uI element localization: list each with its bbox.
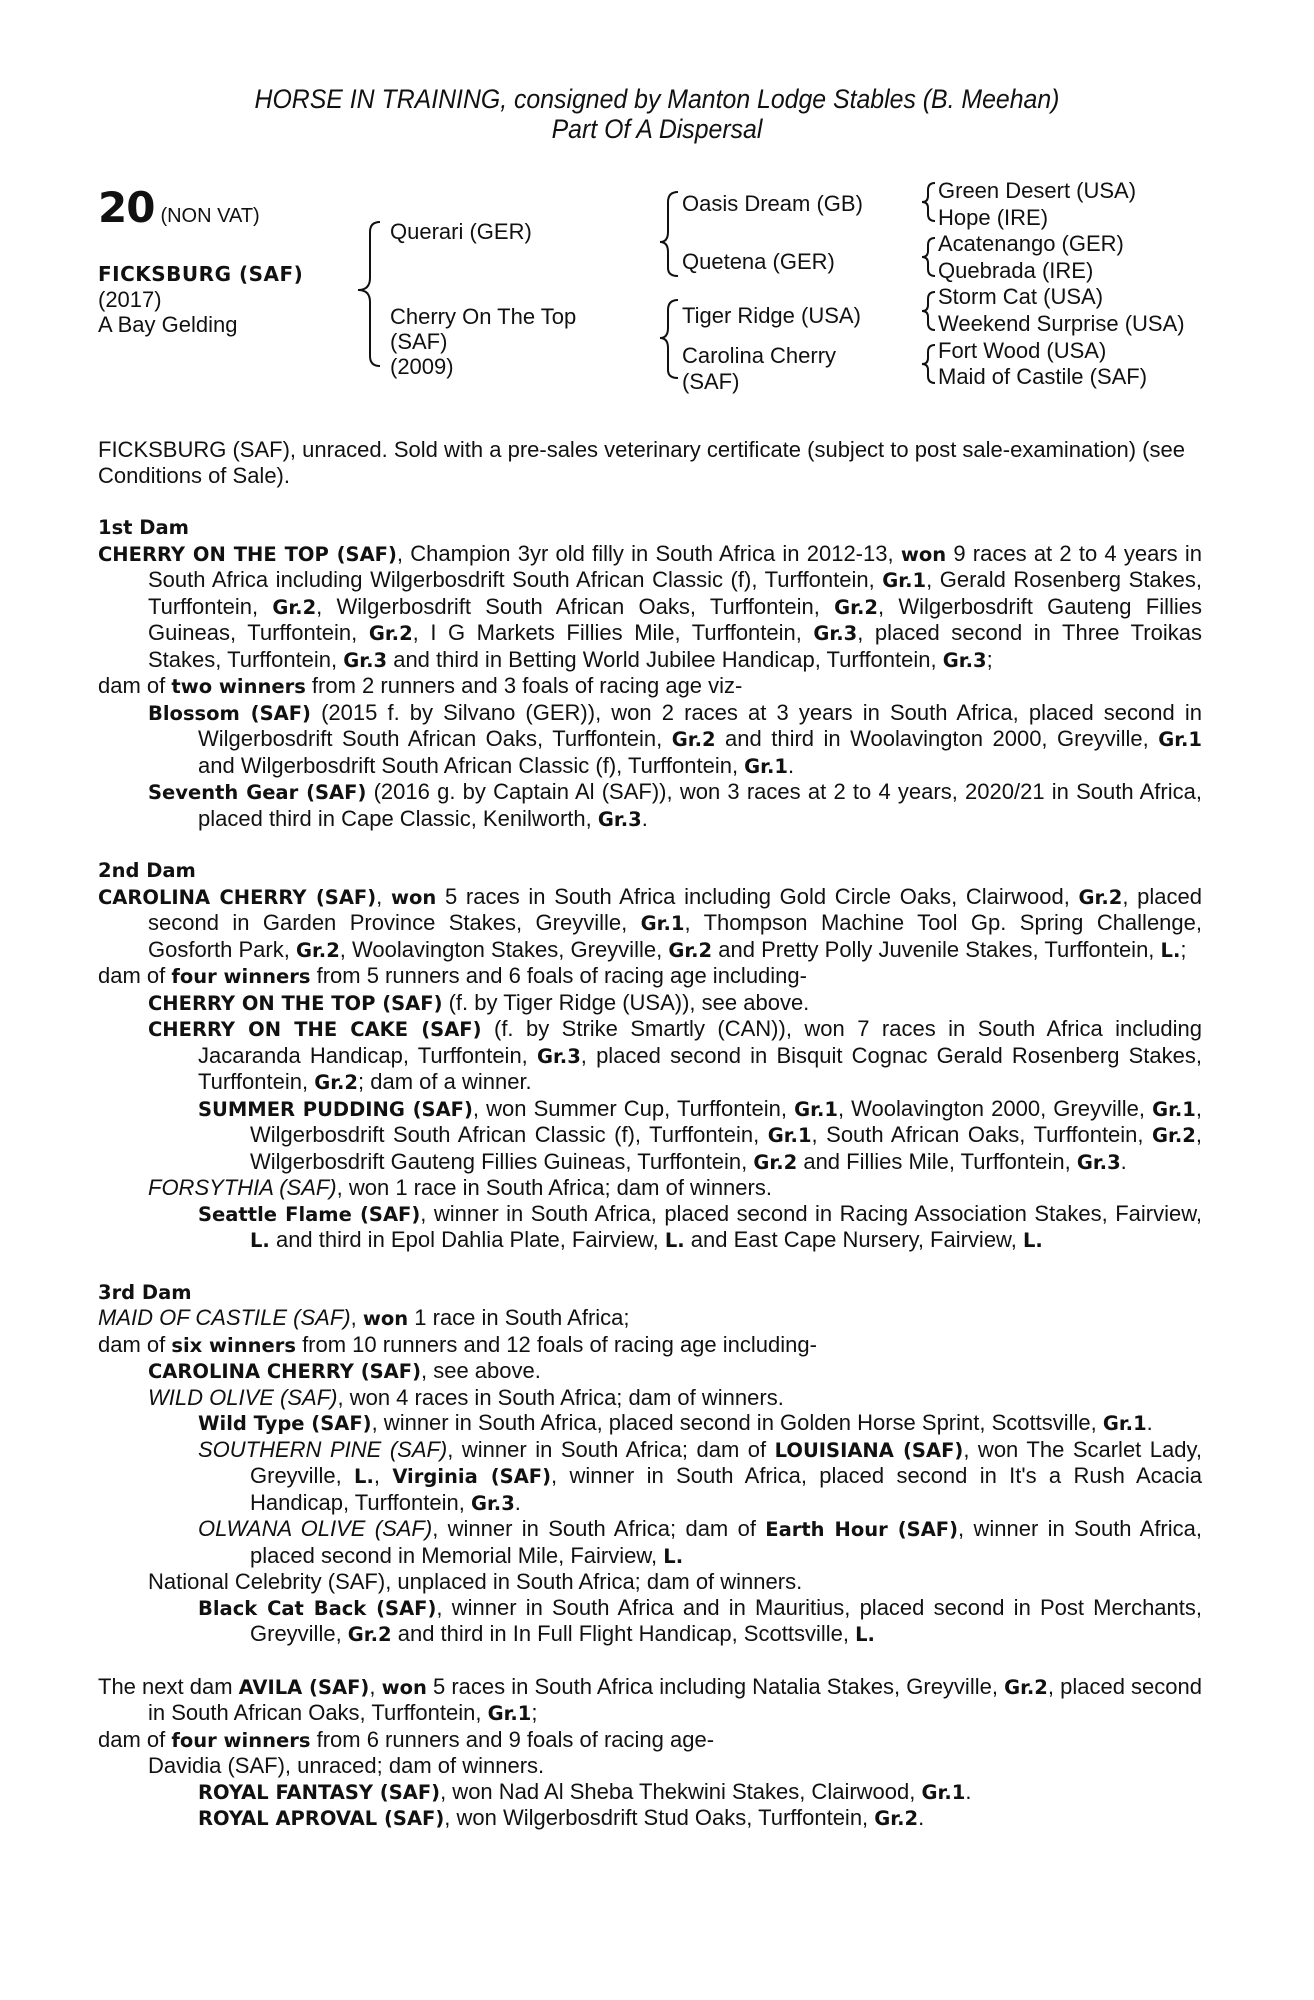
text-run: from 10 runners and 12 foals of racing age including- <box>295 1331 817 1357</box>
pedigree-dam-year: (2009) <box>390 354 454 379</box>
text-run: and Wilgerbosdrift South African Classic (f), Turffontein, <box>198 752 745 778</box>
bold-text: L. <box>1160 938 1181 962</box>
text-run: , Wilgerbosdrift South African Oaks, Turffontein, <box>316 593 835 619</box>
pedigree-paragraph <box>98 1410 1202 1437</box>
bold-text: Gr.1 <box>1158 728 1203 751</box>
bold-text: Gr.2 <box>753 1150 798 1174</box>
text-run: , I G Markets Fillies Mile, Turffontein, <box>412 620 814 645</box>
bold-text: Gr.1 <box>487 1702 532 1725</box>
text-run: , winner in South Africa; dam of <box>447 1436 775 1462</box>
bold-text: Gr.1 <box>767 1124 812 1147</box>
bold-text: CHERRY ON THE TOP (SAF) <box>98 542 397 566</box>
bold-text: Gr.2 <box>295 938 340 962</box>
text-run: , won 4 races in South Africa; dam of winners. <box>337 1384 784 1410</box>
text-run: (f. by Strike Smartly (CAN)), won 7 races in South Africa including Jacaranda Handicap, Turffontein, <box>198 1016 1202 1068</box>
bold-text: CHERRY ON THE TOP (SAF) <box>148 991 443 1015</box>
bold-text: ROYAL APROVAL (SAF) <box>198 1807 445 1830</box>
brace-gen3-2 <box>922 238 935 276</box>
bold-text: Gr.2 <box>1004 1675 1048 1699</box>
bold-text: Gr.3 <box>470 1491 515 1515</box>
text-run: and third in Woolavington 2000, Greyville, <box>715 726 1159 751</box>
bold-text: Gr.2 <box>834 595 878 619</box>
text-run: , <box>376 883 391 909</box>
text-run: . <box>1120 1148 1127 1174</box>
pedigree-paragraph <box>98 700 1202 780</box>
text-run: and third in Betting World Jubilee Handicap, Turffontein, <box>387 646 943 672</box>
text-run: , South African Oaks, Turffontein, <box>811 1122 1153 1147</box>
text-run: , see above. <box>420 1358 541 1383</box>
pedigree-paragraph <box>98 779 1202 832</box>
pedigree-dam <box>390 304 576 379</box>
text-run: , Wilgerbosdrift Gauteng Fillies Guineas, Turffontein, <box>148 593 1202 645</box>
bold-text: Earth Hour (SAF) <box>765 1518 959 1541</box>
dam-section <box>98 1254 1202 1648</box>
pedigree-sire-sire: Oasis Dream (GB) <box>682 191 863 216</box>
header-title: HORSE IN TRAINING, consigned by Manton Lodge Stables (B. Meehan) <box>254 84 1060 114</box>
bold-text: four winners <box>171 1728 311 1752</box>
pedigree-paragraph <box>98 1569 1202 1595</box>
pedigree-gen3-ancestor: Weekend Surprise (USA) <box>938 310 1185 336</box>
section-gap <box>98 832 1202 858</box>
pedigree-paragraph <box>98 541 1202 674</box>
bold-text: Gr.1 <box>882 569 927 592</box>
text-run: and third in In Full Flight Handicap, Scottsville, <box>391 1621 856 1646</box>
brace-gen3-3 <box>922 292 935 330</box>
dam-section <box>98 832 1202 1254</box>
section-heading: 1st Dam <box>98 516 189 539</box>
text-run: dam of <box>98 1726 172 1752</box>
bold-text: Gr.1 <box>1102 1412 1147 1435</box>
text-run: . <box>1146 1410 1153 1435</box>
text-run: 5 races in South Africa including Gold Circle Oaks, Clairwood, <box>436 883 1079 909</box>
text-run: Davidia (SAF), unraced; dam of winners. <box>148 1753 545 1778</box>
text-run: from 6 runners and 9 foals of racing age- <box>310 1726 715 1752</box>
italic-text: SOUTHERN PINE (SAF) <box>198 1436 448 1462</box>
bold-text: Gr.1 <box>744 754 788 778</box>
pedigree-gen3-ancestor: Acatenango (GER) <box>938 231 1124 257</box>
pedigree-paragraph <box>98 1358 1202 1385</box>
pedigree-dam-dam <box>682 343 836 395</box>
bold-text: L. <box>354 1465 374 1488</box>
pedigree-paragraph <box>98 963 1202 990</box>
pedigree-sire-dam: Quetena (GER) <box>682 249 835 274</box>
pedigree-gen3-ancestor: Storm Cat (USA) <box>938 284 1104 310</box>
pedigree-dam-sire: Tiger Ridge (USA) <box>682 303 861 328</box>
text-run: , Wilgerbosdrift South African Classic (f), Turffontein, <box>250 1095 1203 1147</box>
pedigree-dam-country: (SAF) <box>390 329 448 354</box>
text-run: (2015 f. by Silvano (GER)), won 2 races at 3 years in South Africa, placed second in Wilgerbosdrift South African Oaks, Turffontein, <box>198 699 1202 751</box>
text-run: ; <box>986 646 993 672</box>
bold-text: Gr.2 <box>668 938 713 962</box>
text-run: dam of <box>98 673 172 698</box>
text-run: , <box>350 1305 363 1330</box>
text-run: and Fillies Mile, Turffontein, <box>797 1148 1077 1174</box>
text-run: , Woolavington 2000, Greyville, <box>837 1095 1153 1121</box>
pedigree-paragraph <box>98 1016 1202 1096</box>
pedigree-dam-dam-name: Carolina Cherry <box>682 343 837 368</box>
bold-text: Gr.3 <box>1076 1150 1121 1174</box>
bold-text: won <box>381 1675 427 1699</box>
pedigree-gen3-ancestor: Quebrada (IRE) <box>938 257 1094 283</box>
header-subtitle: Part Of A Dispersal <box>551 114 763 144</box>
text-run: 9 races at 2 to 4 years in South Africa including Wilgerbosdrift South African Classic (f), Turffontein, <box>148 540 1202 592</box>
text-run: and East Cape Nursery, Fairview, <box>684 1227 1023 1252</box>
text-run: , placed second in Garden Province Stakes, Greyville, <box>148 883 1202 935</box>
brace-gen3-4 <box>922 345 935 383</box>
horse-name: FICKSBURG (SAF) <box>98 262 304 286</box>
bold-text: Gr.3 <box>536 1044 581 1068</box>
bold-text: Gr.2 <box>272 595 317 619</box>
bold-text: won <box>390 885 437 909</box>
vat-status: (NON VAT) <box>160 205 260 227</box>
text-run: 1 race in South Africa; <box>408 1305 630 1330</box>
pedigree-paragraph <box>98 1595 1202 1648</box>
bold-text: Gr.3 <box>343 648 388 672</box>
text-run: , Champion 3yr old filly in South Africa in 2012-13, <box>396 540 901 566</box>
bold-text: CHERRY ON THE CAKE (SAF) <box>148 1018 482 1041</box>
text-run: . <box>641 805 648 831</box>
pedigree-paragraph <box>98 1201 1202 1254</box>
italic-text: MAID OF CASTILE (SAF) <box>98 1305 351 1330</box>
pedigree-sire: Querari (GER) <box>390 219 532 244</box>
bold-text: Virginia (SAF) <box>392 1465 552 1488</box>
text-run: . <box>918 1805 925 1830</box>
pedigree-paragraph <box>98 1779 1202 1806</box>
bold-text: CAROLINA CHERRY (SAF) <box>98 885 377 909</box>
text-run: , winner in South Africa and in Mauritius, placed second in Post Merchants, Greyville, <box>250 1594 1202 1646</box>
bold-text: Gr.2 <box>874 1807 919 1830</box>
bold-text: Gr.2 <box>671 728 716 751</box>
text-run: 5 races in South Africa including Natalia Stakes, Greyville, <box>426 1673 1005 1699</box>
text-run: , Gerald Rosenberg Stakes, Turffontein, <box>148 567 1202 619</box>
text-run: , won Wilgerbosdrift Stud Oaks, Turffontein, <box>444 1805 875 1830</box>
section-heading: 2nd Dam <box>98 859 196 882</box>
text-run: . <box>788 752 795 778</box>
text-run: , winner in South Africa, placed second in Memorial Mile, Fairview, <box>250 1516 1202 1568</box>
text-run: ; dam of a winner. <box>358 1069 532 1094</box>
pedigree-dam-name: Cherry On The Top <box>390 304 577 329</box>
pedigree-paragraph <box>98 1437 1202 1517</box>
section-gap <box>98 1254 1202 1280</box>
bold-text: Wild Type (SAF) <box>198 1412 372 1435</box>
text-run: (f. by Tiger Ridge (USA)), see above. <box>442 989 810 1015</box>
pedigree-paragraph <box>98 1753 1202 1779</box>
bold-text: won <box>900 542 947 566</box>
brace-gen2-sire <box>660 192 678 276</box>
text-run: , placed second in Three Troikas Stakes, Turffontein, <box>148 620 1202 672</box>
bold-text: Gr.2 <box>1152 1124 1196 1147</box>
bold-text: LOUISIANA (SAF) <box>774 1438 964 1462</box>
bold-text: Gr.1 <box>1152 1097 1196 1121</box>
section-gap <box>98 1648 1202 1674</box>
bold-text: Gr.1 <box>921 1780 966 1804</box>
bold-text: Gr.2 <box>347 1623 392 1646</box>
bold-text: Seattle Flame (SAF) <box>198 1202 421 1226</box>
bold-text: L. <box>1022 1229 1043 1252</box>
text-run: and third in Epol Dahlia Plate, Fairview, <box>269 1227 665 1252</box>
text-run: , Wilgerbosdrift Gauteng Fillies Guineas, Turffontein, <box>250 1122 1202 1174</box>
text-run: , placed second in Bisquit Cognac Gerald Rosenberg Stakes, Turffontein, <box>198 1042 1202 1094</box>
pedigree-dam-dam-country: (SAF) <box>682 369 740 394</box>
text-run: , <box>369 1673 382 1699</box>
text-run: , won Summer Cup, Turffontein, <box>472 1095 795 1121</box>
text-run: and Pretty Polly Juvenile Stakes, Turffontein, <box>712 936 1161 962</box>
bold-text: Gr.3 <box>597 807 642 831</box>
pedigree-gen3-ancestor: Maid of Castile (SAF) <box>938 364 1148 390</box>
sale-note <box>98 437 1202 488</box>
pedigree-paragraph <box>98 1674 1202 1727</box>
bold-text: Gr.2 <box>314 1071 359 1094</box>
pedigree-paragraph <box>98 673 1202 700</box>
text-run: from 5 runners and 6 foals of racing age including- <box>310 963 807 988</box>
bold-text: Gr.1 <box>640 912 685 935</box>
bold-text: L. <box>250 1229 270 1252</box>
text-run: , won 1 race in South Africa; dam of winners. <box>336 1175 772 1200</box>
text-run: dam of <box>98 963 172 988</box>
text-run: , winner in South Africa, placed second in Golden Horse Sprint, Scottsville, <box>371 1410 1103 1435</box>
italic-text: WILD OLIVE (SAF) <box>148 1384 338 1410</box>
text-run: , placed second in South African Oaks, Turffontein, <box>148 1673 1202 1725</box>
bold-text: Gr.2 <box>368 622 413 645</box>
bold-text: six winners <box>171 1333 296 1357</box>
sale-note-text: FICKSBURG (SAF), unraced. Sold with a pre-sales veterinary certificate (subject to post sale-examination) (see Conditions of Sale). <box>98 437 1185 488</box>
bold-text: SUMMER PUDDING (SAF) <box>198 1097 473 1121</box>
pedigree-gen3-ancestor: Green Desert (USA) <box>938 178 1137 203</box>
text-run: The next dam <box>98 1673 239 1699</box>
pedigree-gen3-ancestor: Fort Wood (USA) <box>938 337 1107 363</box>
dam-section <box>98 515 1202 832</box>
bold-text: Gr.2 <box>1078 885 1123 909</box>
pedigree-paragraph <box>98 1516 1202 1569</box>
text-run: , <box>373 1463 393 1488</box>
bold-text: Black Cat Back (SAF) <box>198 1596 437 1620</box>
text-run: (2016 g. by Captain Al (SAF)), won 3 races at 2 to 4 years, 2020/21 in South Africa, placed third in Cape Classic, Kenilworth, <box>198 779 1202 831</box>
text-run: from 2 runners and 3 foals of racing age viz- <box>305 673 743 698</box>
pedigree-paragraph <box>98 1332 1202 1359</box>
pedigree-paragraph <box>98 1805 1202 1832</box>
text-run: , winner in South Africa, placed second in Racing Association Stakes, Fairview, <box>420 1200 1203 1226</box>
bold-text: L. <box>664 1229 685 1252</box>
italic-text: OLWANA OLIVE (SAF) <box>198 1516 433 1541</box>
text-run: dam of <box>98 1331 172 1357</box>
italic-text: FORSYTHIA (SAF) <box>148 1175 337 1200</box>
text-run: , won The Scarlet Lady, Greyville, <box>250 1436 1202 1488</box>
bold-text: L. <box>855 1623 875 1646</box>
pedigree-paragraph <box>98 1727 1202 1754</box>
text-run: . <box>514 1489 521 1515</box>
pedigree-paragraph <box>98 1096 1202 1176</box>
foaling-year: (2017) <box>98 287 162 312</box>
text-run: , Woolavington Stakes, Greyville, <box>339 936 669 962</box>
pedigree-paragraph <box>98 884 1202 964</box>
pedigree-paragraph <box>98 1305 1202 1332</box>
bold-text: Blossom (SAF) <box>148 701 311 725</box>
bold-text: Gr.3 <box>942 648 987 672</box>
text-run: , Thompson Machine Tool Gp. Spring Challenge, Gosforth Park, <box>148 910 1202 962</box>
lot-number: 20 <box>98 183 155 232</box>
pedigree-paragraph <box>98 990 1202 1017</box>
bold-text: AVILA (SAF) <box>238 1675 370 1699</box>
brace-gen1 <box>358 222 380 366</box>
bold-text: two winners <box>171 675 306 698</box>
bold-text: Gr.3 <box>813 622 858 645</box>
text-run: , winner in South Africa; dam of <box>432 1516 766 1541</box>
brace-gen3-1 <box>922 183 935 221</box>
horse-description: A Bay Gelding <box>98 312 238 337</box>
bold-text: CAROLINA CHERRY (SAF) <box>148 1360 421 1383</box>
text-run: , won Nad Al Sheba Thekwini Stakes, Clairwood, <box>440 1778 922 1804</box>
bold-text: Gr.1 <box>794 1097 838 1121</box>
pedigree-paragraph <box>98 1175 1202 1201</box>
text-run: , winner in South Africa, placed second in It's a Rush Acacia Handicap, Turffontein, <box>250 1463 1202 1515</box>
bold-text: four winners <box>171 965 311 988</box>
pedigree-paragraph <box>98 1385 1202 1411</box>
bold-text: L. <box>663 1544 684 1568</box>
text-run: National Celebrity (SAF), unplaced in South Africa; dam of winners. <box>148 1569 803 1594</box>
dam-section <box>98 1648 1202 1832</box>
pedigree-gen3-ancestor: Hope (IRE) <box>938 204 1049 230</box>
bold-text: ROYAL FANTASY (SAF) <box>198 1780 441 1804</box>
text-run: ; <box>531 1700 538 1725</box>
produce-record <box>98 515 1202 1832</box>
section-heading: 3rd Dam <box>98 1280 192 1304</box>
bold-text: Seventh Gear (SAF) <box>148 781 367 804</box>
brace-gen2-dam <box>660 300 678 378</box>
text-run: ; <box>1180 936 1187 962</box>
text-run: . <box>965 1778 972 1804</box>
pedigree-gen3 <box>938 178 1185 391</box>
bold-text: won <box>362 1307 409 1330</box>
